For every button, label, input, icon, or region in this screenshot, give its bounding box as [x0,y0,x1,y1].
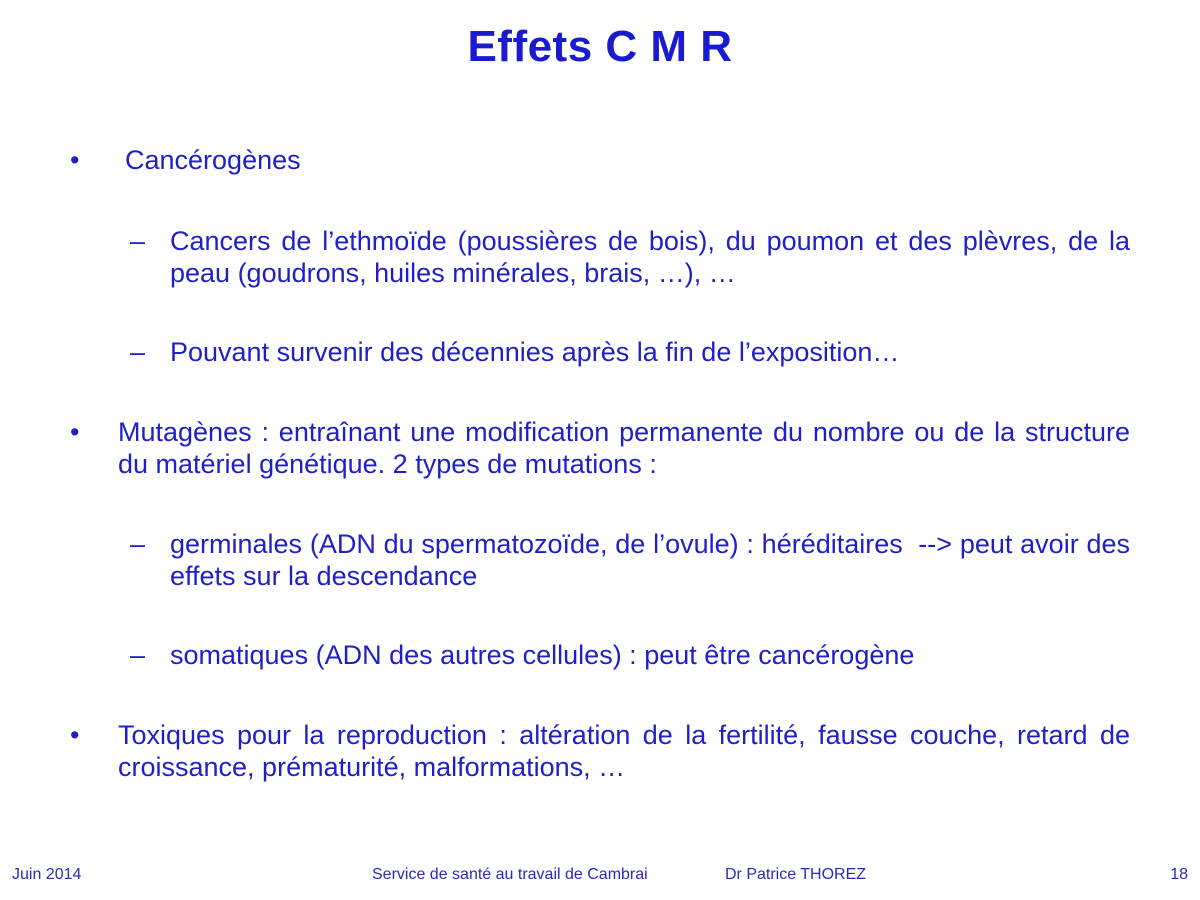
sub-bullet-decennies [130,336,1130,368]
footer-date: Juin 2014 [12,866,82,883]
footer-organization: Service de santé au travail de Cambrai [372,866,648,883]
bullet-marker: • [70,145,80,175]
sub-bullet-germinales [130,528,1138,592]
sub-bullet-text: Pouvant survenir des décennies après la fin de l’exposition… [170,337,900,367]
bullet-marker: • [70,417,80,447]
bullet-text: Mutagènes : entraînant une modification permanente du nombre ou de la structure du matériel génétique. 2 types de mutations : [118,417,1130,479]
bullet-mutagenes [70,416,1130,480]
bullet-text: Cancérogènes [125,145,301,175]
dash-marker: – [130,226,146,256]
slide-title: Effets C M R [467,22,733,71]
sub-bullet-text: somatiques (ADN des autres cellules) : peut être cancérogène [170,640,915,670]
sub-bullet-text: germinales (ADN du spermatozoïde, de l’ovule) : héréditaires --> peut avoir des effets sur la descendance [170,529,1138,591]
sub-bullet-text: Cancers de l’ethmoïde (poussières de bois), du poumon et des plèvres, de la peau (goudrons, huiles minérales, brais, …), … [170,226,1130,288]
bullet-cancerogenes [70,144,1130,176]
sub-bullet-somatiques [130,639,1130,671]
footer-page-number: 18 [1170,866,1188,883]
dash-marker: – [130,529,146,559]
bullet-marker: • [70,720,80,750]
footer-author: Dr Patrice THOREZ [725,866,867,883]
sub-bullet-cancers [130,225,1130,289]
dash-marker: – [130,337,146,367]
bullet-text: Toxiques pour la reproduction : altération de la fertilité, fausse couche, retard de croissance, prématurité, malformations, … [118,720,1130,782]
dash-marker: – [130,640,146,670]
bullet-toxiques [70,719,1130,783]
